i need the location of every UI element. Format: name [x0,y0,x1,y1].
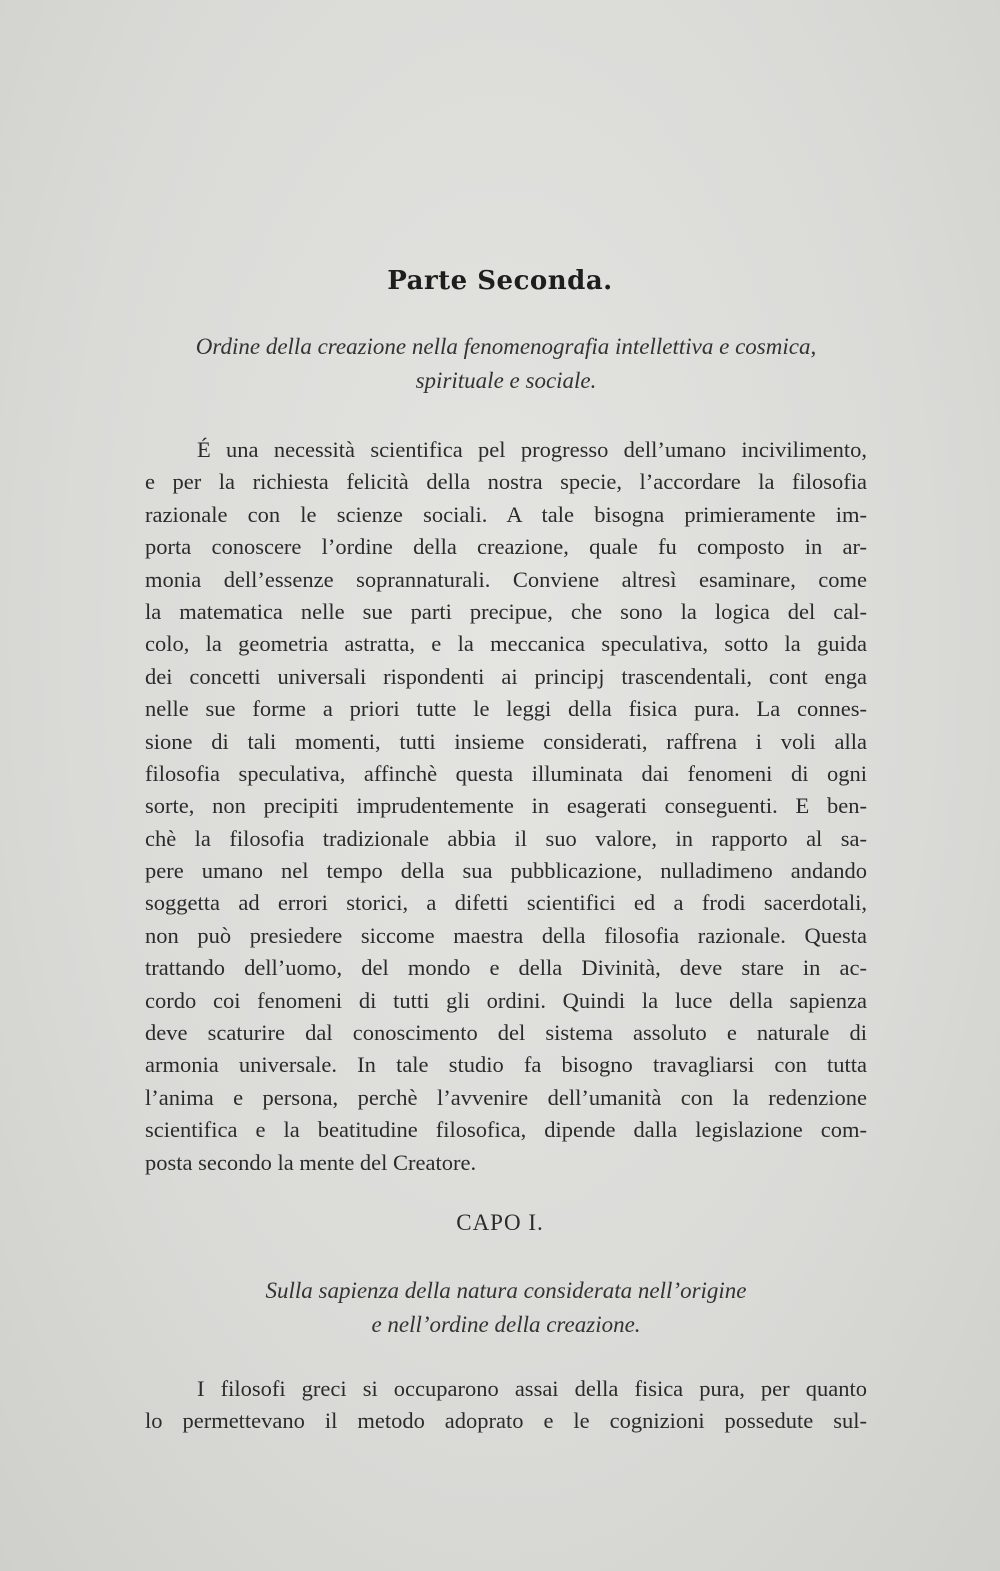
text-line: pere umano nel tempo della sua pubblicazione, nulladimeno andando [145,858,867,884]
text-line: armonia universale. In tale studio fa bisogno travagliarsi con tutta [145,1052,867,1078]
chapter-subtitle-line: Sulla sapienza della natura considerata nell’origine [265,1278,747,1303]
text-line: deve scaturire dal conoscimento del sistema assoluto e naturale di [145,1020,867,1046]
part-subtitle-line: Ordine della creazione nella fenomenografia intellettiva e cosmica, [195,334,817,359]
text-line: soggetta ad errori storici, a difetti scientifici ed a frodi sacerdotali, [145,890,867,916]
part-subtitle-line: spirituale e sociale. [415,368,597,393]
text-line: sorte, non precipiti imprudentemente in esagerati conseguenti. E ben- [145,793,867,819]
body-paragraph-2 [145,1373,867,1438]
chapter-subtitle-line: e nell’ordine della creazione. [371,1312,641,1337]
text-line: I filosofi greci si occuparono assai della fisica pura, per quanto [197,1376,867,1401]
body-paragraph-1 [145,434,867,1179]
text-line: filosofia speculativa, affinchè questa illuminata dai fenomeni di ogni [145,760,867,786]
text-line: razionale con le scienze sociali. A tale bisogna primieramente im- [145,501,867,527]
text-line: scientifica e la beatitudine filosofica, dipende dalla legislazione com- [145,1117,867,1143]
text-line: chè la filosofia tradizionale abbia il suo valore, in rapporto al sa- [145,825,867,851]
text-line: lo permettevano il metodo adoprato e le cognizioni possedute sul- [145,1408,867,1434]
text-line: colo, la geometria astratta, e la meccanica speculativa, sotto la guida [145,631,867,657]
text-line: posta secondo la mente del Creatore. [145,1149,477,1175]
text-line: l’anima e persona, perchè l’avvenire dell’umanità con la redenzione [145,1084,867,1110]
chapter-subtitle [145,1274,867,1342]
text-line: non può presiedere siccome maestra della filosofia razionale. Questa [145,922,867,948]
part-title: Parte Seconda. [387,266,613,296]
text-line: monia dell’essenze soprannaturali. Conviene altresì esaminare, come [145,566,867,592]
text-line: É una necessità scientifica pel progresso dell’umano incivilimento, [197,437,867,462]
text-line: la matematica nelle sue parti precipue, che sono la logica del cal- [145,598,867,624]
part-subtitle [145,330,867,398]
text-line: porta conoscere l’ordine della creazione, quale fu composto in ar- [145,534,867,560]
text-line: e per la richiesta felicità della nostra specie, l’accordare la filosofia [145,469,867,495]
text-line: sione di tali momenti, tutti insieme considerati, raffrena i voli alla [145,728,867,754]
text-line: trattando dell’uomo, del mondo e della Divinità, deve stare in ac- [145,955,867,981]
text-line: dei concetti universali rispondenti ai principj trascendentali, cont enga [145,663,867,689]
text-line: nelle sue forme a priori tutte le leggi della fisica pura. La connes- [145,696,867,722]
chapter-title: CAPO I. [456,1210,544,1235]
text-line: cordo coi fenomeni di tutti gli ordini. Quindi la luce della sapienza [145,987,867,1013]
